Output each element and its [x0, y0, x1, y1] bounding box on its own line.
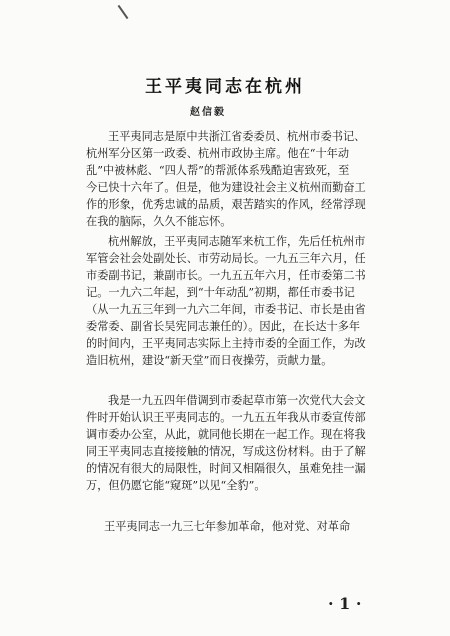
text-line: 王平夷同志是原中共浙江省委委员、杭州市委书记、: [108, 130, 366, 143]
text-line: 的情况有很大的局限性，时间又相隔很久，虽难免挂一漏: [86, 462, 366, 475]
text-line: 乱”中被林彪、“四人帮”的帮派体系残酷迫害致死，至: [86, 164, 350, 177]
text-line: 万，但仍愿它能“窥斑”以见“全豹”。: [86, 479, 266, 492]
text-line: 记。一九六二年起，到“十年动乱”初期，都任市委书记: [86, 286, 355, 299]
text-line: 同王平夷同志直接接触的情况，写成这份材料。由于了解: [86, 445, 366, 458]
text-line: 委常委、副省长吴宪同志兼任的）。因此，在长达十多年: [86, 320, 361, 333]
text-line: 王平夷同志一九三七年参加革命，他对党、对革命: [104, 520, 351, 533]
article-title: 王平夷同志在杭州: [145, 77, 305, 97]
text-line: 造旧杭州，建设“新天堂”而日夜操劳，贡献力量。: [86, 354, 333, 367]
text-line: 调市委办公室，从此，就同他长期在一起工作。现在将我: [86, 428, 366, 441]
text-line: 军管会社会处副处长、市劳动局长。一九五三年六月，任: [86, 252, 366, 265]
text-line: 作的形象，优秀忠诚的品质，艰苦踏实的作风，经常浮现: [86, 198, 366, 211]
text-line: 的时间内，王平夷同志实际上主持市委的全面工作，为改: [86, 337, 366, 350]
page-number: · 1 ·: [328, 594, 362, 613]
text-line: 件时开始认识王平夷同志的。一九五五年我从市委宣传部: [86, 411, 366, 424]
text-line: 杭州解放，王平夷同志随军来杭工作，先后任杭州市: [108, 235, 366, 248]
text-line: 今已快十六年了。但是，他为建设社会主义杭州而勤奋工: [86, 181, 366, 194]
text-line: 市委副书记，兼副市长。一九五五年六月，任市委第二书: [86, 269, 366, 282]
text-line: 在我的脑际，久久不能忘怀。: [86, 215, 232, 228]
text-line: 杭州军分区第一政委、杭州市政协主席。他在“十年动: [86, 147, 350, 160]
text-line: 我是一九五四年借调到市委起草市第一次党代大会文: [108, 394, 366, 407]
author-name: 赵信毅: [190, 107, 226, 118]
text-line: （从一九五三年到一九六二年间，市委书记、市长是由省: [86, 303, 366, 316]
